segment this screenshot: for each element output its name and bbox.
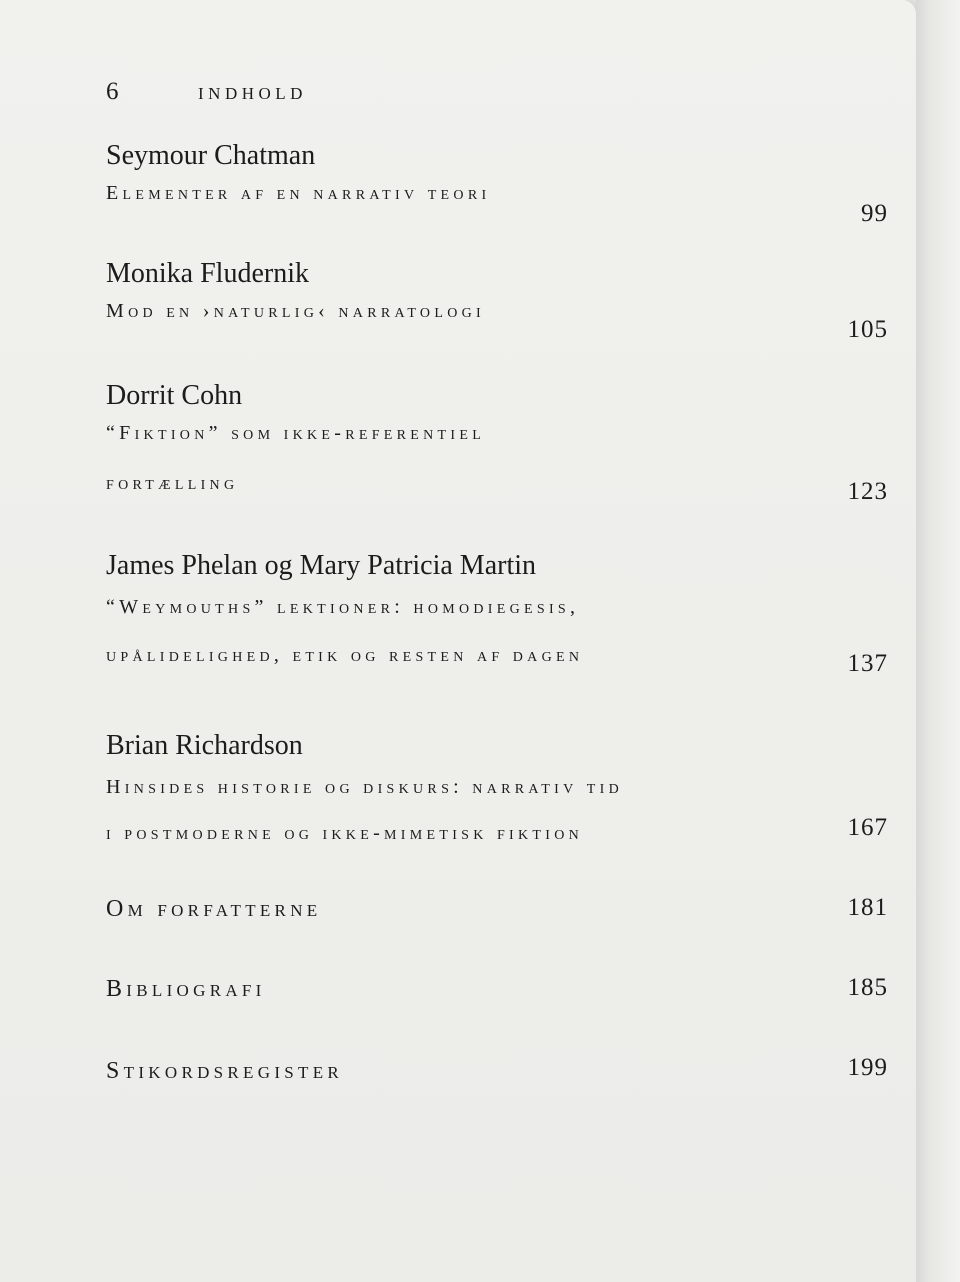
entry-author: Brian Richardson — [106, 730, 303, 761]
toc-entry-phelan-martin — [106, 548, 888, 679]
entry-page-number: 105 — [847, 316, 888, 343]
entry-title-line-2: i postmoderne og ikke-mimetisk fiktion — [106, 822, 584, 844]
entry-title-line — [106, 584, 888, 628]
entry-author: Seymour Chatman — [106, 140, 316, 171]
entry-title-line-2: upålidelighed, etik og resten af dagen — [106, 644, 584, 666]
entry-author: Monika Fludernik — [106, 258, 309, 289]
entry-title-line — [106, 808, 888, 859]
entry-page-number: 123 — [847, 478, 888, 505]
entry-page-number: 167 — [847, 814, 888, 841]
entry-title-line — [106, 764, 888, 808]
folio-page-number: 6 — [106, 78, 119, 105]
entry-title-line-2: fortælling — [106, 472, 239, 494]
section-page-number: 185 — [847, 974, 888, 1001]
entry-title-line-1: “Fiktion” som ikke-referentiel — [106, 422, 486, 444]
entry-title-line — [106, 458, 888, 509]
toc-entry-fludernik — [106, 256, 888, 343]
entry-title: Elementer af en narrativ teori — [106, 182, 491, 204]
section-title: Om forfatterne — [106, 896, 322, 922]
adjacent-page-edge — [916, 0, 960, 1282]
entry-title-line — [106, 292, 888, 336]
section-title: Bibliografi — [106, 976, 266, 1002]
entry-author: Dorrit Cohn — [106, 380, 243, 411]
entry-title-line — [106, 414, 888, 458]
entry-title-line-1: Hinsides historie og diskurs: narrativ tid — [106, 776, 624, 798]
entry-title: Mod en ›naturlig‹ narratologi — [106, 300, 485, 322]
entry-title-line — [106, 174, 888, 218]
running-head-title: INDHOLD — [198, 84, 307, 103]
section-title: Stikordsregister — [106, 1058, 344, 1084]
entry-page-number: 137 — [847, 650, 888, 677]
section-page-number: 199 — [847, 1054, 888, 1081]
toc-entry-chatman — [106, 138, 888, 227]
toc-entry-richardson — [106, 728, 888, 859]
entry-title-line-1: “Weymouths” lektioner: homodiegesis, — [106, 596, 580, 618]
entry-title-line — [106, 628, 888, 679]
toc-entry-cohn — [106, 378, 888, 509]
entry-author: James Phelan og Mary Patricia Martin — [106, 550, 537, 581]
entry-page-number: 99 — [861, 200, 888, 227]
section-page-number: 181 — [847, 894, 888, 921]
running-head — [106, 78, 307, 106]
